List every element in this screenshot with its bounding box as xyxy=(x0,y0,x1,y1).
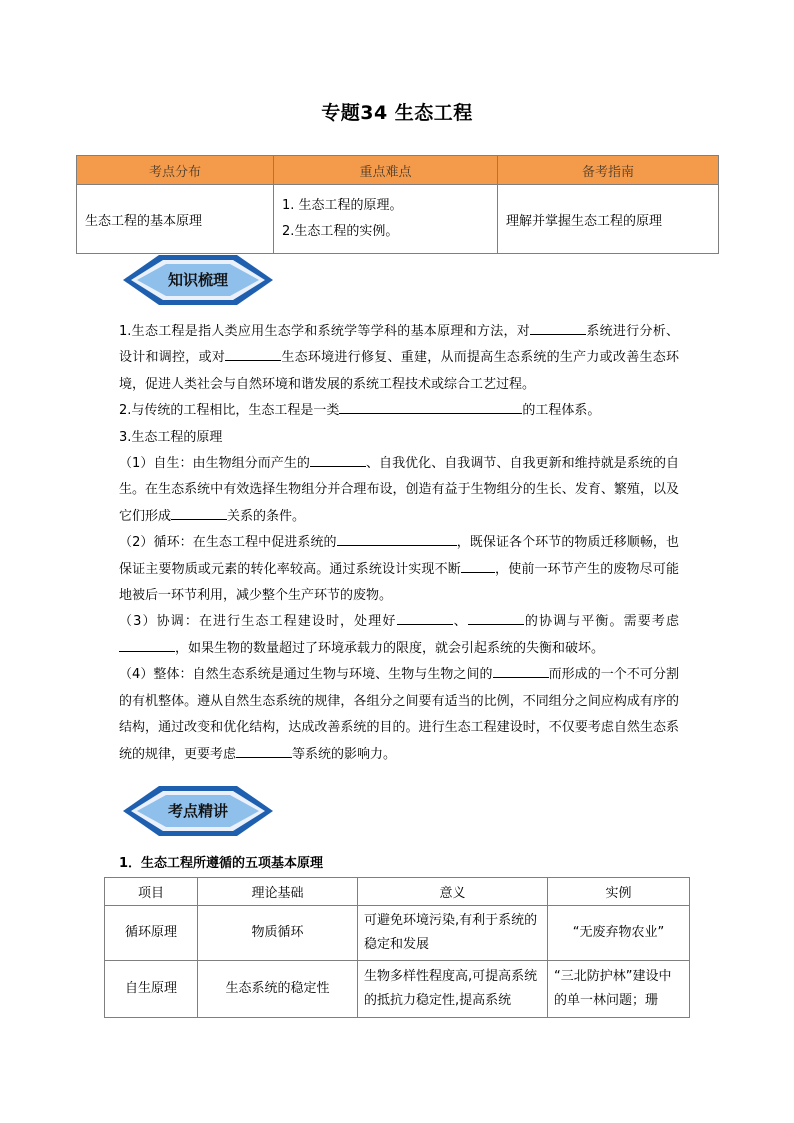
fill-blank xyxy=(119,637,175,652)
overview-focus-2: 2.生态工程的实例。 xyxy=(282,224,399,239)
principle-example: “三北防护林”建设中的单一林问题；珊 xyxy=(548,961,690,1018)
knowledge-content xyxy=(119,319,679,768)
text-run: （2）循环：在生态工程中促进系统的 xyxy=(119,535,337,551)
points-badge-label: 考点精讲 xyxy=(167,802,228,820)
overview-row xyxy=(77,185,719,254)
overview-header-focus: 重点难点 xyxy=(274,156,498,185)
text-run: 、自我优化、自我调节、自我更新和维持就是系统的自生。在生态系统中有效选择生物组分并合理布设，创造有益于生物组分的生长、发育、繁殖，以及它们形成 xyxy=(119,456,679,524)
overview-header-guide: 备考指南 xyxy=(498,156,719,185)
principle-example: “无废弃物农业” xyxy=(548,906,690,961)
principle-item: 自生原理 xyxy=(105,961,198,1018)
text-run: （3）协调：在进行生态工程建设时，处理好 xyxy=(119,614,397,630)
fill-blank xyxy=(339,399,522,414)
fill-blank xyxy=(461,558,495,573)
knowledge-p1 xyxy=(119,319,679,398)
page-title: 专题34 生态工程 xyxy=(321,102,473,124)
fill-blank xyxy=(468,610,524,625)
text-run: 的协调与平衡。需要考虑 xyxy=(523,614,679,630)
fill-blank xyxy=(337,531,457,546)
text-run: 生态环境进行修复、重建，从而提高生态系统的生产力或改善生态环境，促进人类社会与自然环境和谐发展的系统工程技术或综合工艺过程。 xyxy=(119,350,679,392)
principles-table xyxy=(104,877,690,1018)
overview-focus-1: 1. 生态工程的原理。 xyxy=(282,198,403,213)
text-run: （4）整体：自然生态系统是通过生物与环境、生物与生物之间的 xyxy=(119,667,493,683)
principles-header-example: 实例 xyxy=(548,878,690,906)
principle-basis: 物质循环 xyxy=(198,906,358,961)
text-run: 关系的条件。 xyxy=(227,508,306,524)
knowledge-p4 xyxy=(119,451,679,530)
points-badge xyxy=(121,783,275,839)
text-run: 、 xyxy=(452,614,468,630)
fill-blank xyxy=(225,346,281,361)
knowledge-p7 xyxy=(119,662,679,768)
fill-blank xyxy=(236,743,292,758)
knowledge-p2 xyxy=(119,398,679,424)
overview-focus xyxy=(274,185,498,254)
knowledge-p3: 3.生态工程的原理 xyxy=(119,429,223,445)
principle-meaning: 可避免环境污染,有利于系统的稳定和发展 xyxy=(358,906,548,961)
text-run: （1）自生：由生物组分而产生的 xyxy=(119,456,310,472)
table-row xyxy=(105,906,690,961)
fill-blank xyxy=(397,610,453,625)
fill-blank xyxy=(310,452,366,467)
principles-header-basis: 理论基础 xyxy=(198,878,358,906)
principles-header-meaning: 意义 xyxy=(358,878,548,906)
knowledge-p5 xyxy=(119,530,679,609)
fill-blank xyxy=(493,663,549,678)
text-run: 2.与传统的工程相比，生态工程是一类 xyxy=(119,403,340,419)
principles-header-item: 项目 xyxy=(105,878,198,906)
text-run: 的工程体系。 xyxy=(522,403,601,419)
overview-table xyxy=(76,155,719,254)
overview-header-row xyxy=(77,156,719,185)
principle-item: 循环原理 xyxy=(105,906,198,961)
principles-header-row xyxy=(105,878,690,906)
fill-blank xyxy=(171,505,227,520)
principle-basis: 生态系统的稳定性 xyxy=(198,961,358,1018)
text-run: 等系统的影响力。 xyxy=(292,746,397,762)
section-heading: 1．生态工程所遵循的五项基本原理 xyxy=(119,856,324,871)
text-run: ，如果生物的数量超过了环境承载力的限度，就会引起系统的失衡和破坏。 xyxy=(175,640,605,656)
table-row xyxy=(105,961,690,1018)
overview-guide: 理解并掌握生态工程的原理 xyxy=(498,185,719,254)
overview-topic: 生态工程的基本原理 xyxy=(77,185,274,254)
text-run: 系统进行分析、设计和调控，或对 xyxy=(119,324,679,366)
knowledge-badge xyxy=(121,252,275,308)
overview-header-topic: 考点分布 xyxy=(77,156,274,185)
knowledge-badge-label: 知识梳理 xyxy=(167,271,228,289)
text-run: 1.生态工程是指人类应用生态学和系统学等学科的基本原理和方法，对 xyxy=(119,324,531,339)
text-run: 而形成的一个不可分割的有机整体。遵从自然生态系统的规律，各组分之间要有适当的比例，不同组分之间应构成有序的结构，通过改变和优化结构，达成改善系统的目的。进行生态工程建设时，不仅要考虑自然生态系统的规律，更要考虑 xyxy=(119,667,679,762)
fill-blank xyxy=(530,320,586,335)
text-run: ，既保证各个环节的物质迁移顺畅，也保证主要物质或元素的转化率较高。通过系统设计实现不断 xyxy=(119,535,679,577)
text-run: ，使前一环节产生的废物尽可能地被后一环节利用，减少整个生产环节的废物。 xyxy=(119,561,679,604)
principle-meaning: 生物多样性程度高,可提高系统的抵抗力稳定性,提高系统 xyxy=(358,961,548,1018)
knowledge-p6 xyxy=(119,609,679,662)
